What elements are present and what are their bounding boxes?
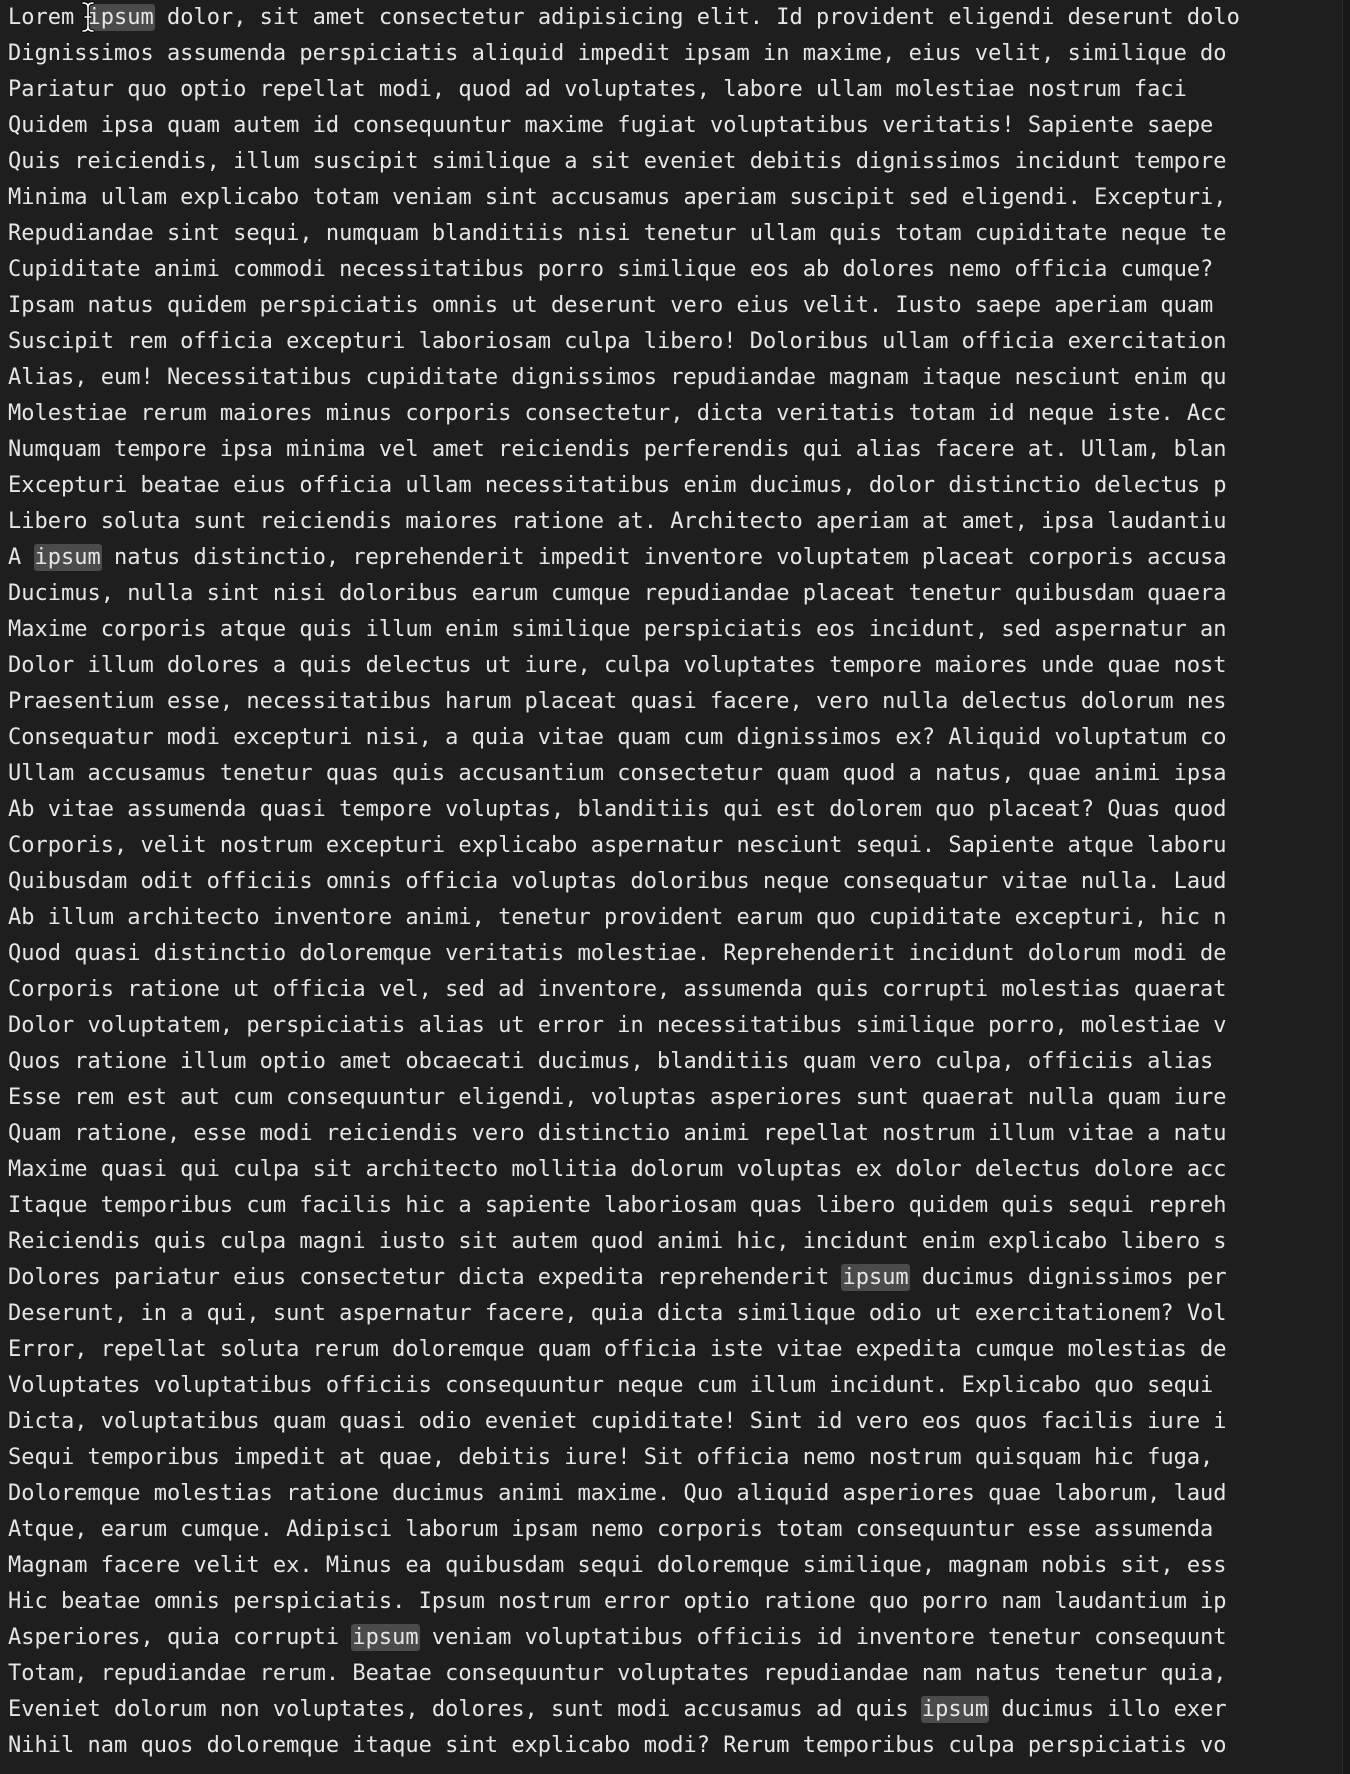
editor-line[interactable]: Ullam accusamus tenetur quas quis accusantium consectetur quam quod a natus, quae animi ipsa — [8, 761, 1227, 786]
editor-line[interactable]: Dolor voluptatem, perspiciatis alias ut error in necessitatibus similique porro, molestiae v — [8, 1013, 1227, 1038]
editor-line[interactable]: Totam, repudiandae rerum. Beatae consequuntur voluptates repudiandae nam natus tenetur quia, — [8, 1661, 1227, 1686]
editor-line[interactable]: Ipsam natus quidem perspiciatis omnis ut deserunt vero eius velit. Iusto saepe aperiam quam — [8, 293, 1227, 318]
editor-line[interactable]: Pariatur quo optio repellat modi, quod ad voluptates, labore ullam molestiae nostrum faci — [8, 77, 1187, 102]
editor-line[interactable]: Magnam facere velit ex. Minus ea quibusdam sequi doloremque similique, magnam nobis sit, ess — [8, 1553, 1227, 1578]
editor-line[interactable]: Lorem ipsum dolor, sit amet consectetur adipisicing elit. Id provident eligendi deserunt dolo — [8, 5, 1240, 30]
editor-line[interactable]: Dicta, voluptatibus quam quasi odio eveniet cupiditate! Sint id vero eos quos facilis iure i — [8, 1409, 1227, 1434]
editor-line[interactable]: Quam ratione, esse modi reiciendis vero distinctio animi repellat nostrum illum vitae a natu — [8, 1121, 1227, 1146]
editor-line[interactable]: Alias, eum! Necessitatibus cupiditate dignissimos repudiandae magnam itaque nesciunt enim qu — [8, 365, 1227, 390]
editor-line[interactable]: Atque, earum cumque. Adipisci laborum ipsam nemo corporis totam consequuntur esse assumenda — [8, 1517, 1227, 1542]
editor-line[interactable]: Quos ratione illum optio amet obcaecati ducimus, blanditiis quam vero culpa, officiis alias — [8, 1049, 1227, 1074]
editor-line[interactable]: Maxime quasi qui culpa sit architecto mollitia dolorum voluptas ex dolor delectus dolore acc — [8, 1157, 1227, 1182]
editor-line[interactable]: Reiciendis quis culpa magni iusto sit autem quod animi hic, incidunt enim explicabo libero s — [8, 1229, 1227, 1254]
editor-line[interactable]: Voluptates voluptatibus officiis consequuntur neque cum illum incidunt. Explicabo quo sequi — [8, 1373, 1227, 1398]
editor-line[interactable]: Repudiandae sint sequi, numquam blanditiis nisi tenetur ullam quis totam cupiditate neque te — [8, 221, 1227, 246]
editor-line[interactable]: Maxime corporis atque quis illum enim similique perspiciatis eos incidunt, sed aspernatur an — [8, 617, 1227, 642]
search-match-highlight: ipsum — [352, 1625, 419, 1650]
editor-line[interactable]: Eveniet dolorum non voluptates, dolores, sunt modi accusamus ad quis ipsum ducimus illo exer — [8, 1697, 1227, 1722]
editor-line[interactable]: A ipsum natus distinctio, reprehenderit impedit inventore voluptatem placeat corporis accusa — [8, 545, 1227, 570]
editor-line[interactable]: Numquam tempore ipsa minima vel amet reiciendis perferendis qui alias facere at. Ullam, blan — [8, 437, 1227, 462]
editor-line[interactable]: Asperiores, quia corrupti ipsum veniam voluptatibus officiis id inventore tenetur consequunt — [8, 1625, 1227, 1650]
editor-line[interactable]: Excepturi beatae eius officia ullam necessitatibus enim ducimus, dolor distinctio delectus p — [8, 473, 1227, 498]
editor-line[interactable]: Consequatur modi excepturi nisi, a quia vitae quam cum dignissimos ex? Aliquid voluptatum co — [8, 725, 1227, 750]
editor-line[interactable]: Sequi temporibus impedit at quae, debitis iure! Sit officia nemo nostrum quisquam hic fuga, — [8, 1445, 1227, 1470]
editor-line[interactable]: Corporis, velit nostrum excepturi explicabo aspernatur nesciunt sequi. Sapiente atque laboru — [8, 833, 1227, 858]
editor-line[interactable]: Dignissimos assumenda perspiciatis aliquid impedit ipsam in maxime, eius velit, similique do — [8, 41, 1227, 66]
editor-line[interactable]: Minima ullam explicabo totam veniam sint accusamus aperiam suscipit sed eligendi. Excepturi, — [8, 185, 1227, 210]
editor-line[interactable]: Quidem ipsa quam autem id consequuntur maxime fugiat voluptatibus veritatis! Sapiente saepe — [8, 113, 1227, 138]
editor-line[interactable]: Quod quasi distinctio doloremque veritatis molestiae. Reprehenderit incidunt dolorum modi de — [8, 941, 1227, 966]
editor-line[interactable]: Esse rem est aut cum consequuntur eligendi, voluptas asperiores sunt quaerat nulla quam iure — [8, 1085, 1227, 1110]
editor-line[interactable]: Hic beatae omnis perspiciatis. Ipsum nostrum error optio ratione quo porro nam laudantium ip — [8, 1589, 1227, 1614]
search-match-highlight: ipsum — [921, 1697, 989, 1722]
editor-line[interactable]: Error, repellat soluta rerum doloremque quam officia iste vitae expedita cumque molestias de — [8, 1337, 1227, 1362]
editor-line[interactable]: Ducimus, nulla sint nisi doloribus earum cumque repudiandae placeat tenetur quibusdam quaera — [8, 581, 1227, 606]
editor-line[interactable]: Praesentium esse, necessitatibus harum placeat quasi facere, vero nulla delectus dolorum nes — [8, 689, 1227, 714]
editor-lines — [8, 0, 1240, 1764]
i-beam-text-cursor-icon — [80, 1, 96, 33]
editor-line[interactable]: Corporis ratione ut officia vel, sed ad inventore, assumenda quis corrupti molestias quaerat — [8, 977, 1227, 1002]
vertical-scrollbar[interactable] — [1342, 0, 1350, 1774]
editor-line[interactable]: Dolor illum dolores a quis delectus ut iure, culpa voluptates tempore maiores unde quae nost — [8, 653, 1227, 678]
search-match-highlight: ipsum — [34, 545, 101, 570]
search-match-highlight: ipsum — [87, 5, 154, 30]
editor-line[interactable]: Doloremque molestias ratione ducimus animi maxime. Quo aliquid asperiores quae laborum, laud — [8, 1481, 1227, 1506]
editor-line[interactable]: Deserunt, in a qui, sunt aspernatur facere, quia dicta similique odio ut exercitationem? Vol — [8, 1301, 1227, 1326]
editor-line[interactable]: Libero soluta sunt reiciendis maiores ratione at. Architecto aperiam at amet, ipsa laudantiu — [8, 509, 1227, 534]
editor-line[interactable]: Suscipit rem officia excepturi laboriosam culpa libero! Doloribus ullam officia exercitation — [8, 329, 1227, 354]
editor-line[interactable]: Quibusdam odit officiis omnis officia voluptas doloribus neque consequatur vitae nulla. Laud — [8, 869, 1227, 894]
editor-line[interactable]: Itaque temporibus cum facilis hic a sapiente laboriosam quas libero quidem quis sequi repreh — [8, 1193, 1227, 1218]
editor-line[interactable]: Ab illum architecto inventore animi, tenetur provident earum quo cupiditate excepturi, hic n — [8, 905, 1227, 930]
editor-line[interactable]: Nihil nam quos doloremque itaque sint explicabo modi? Rerum temporibus culpa perspiciatis vo — [8, 1733, 1227, 1758]
editor-line[interactable]: Quis reiciendis, illum suscipit similique a sit eveniet debitis dignissimos incidunt tempore — [8, 149, 1227, 174]
search-match-highlight: ipsum — [842, 1265, 909, 1290]
editor-line[interactable]: Ab vitae assumenda quasi tempore voluptas, blanditiis qui est dolorem quo placeat? Quas quod — [8, 797, 1227, 822]
editor-line[interactable]: Molestiae rerum maiores minus corporis consectetur, dicta veritatis totam id neque iste. Acc — [8, 401, 1227, 426]
editor-line[interactable]: Dolores pariatur eius consectetur dicta expedita reprehenderit ipsum ducimus dignissimos per — [8, 1265, 1227, 1290]
editor-line[interactable]: Cupiditate animi commodi necessitatibus porro similique eos ab dolores nemo officia cumque? — [8, 257, 1227, 282]
